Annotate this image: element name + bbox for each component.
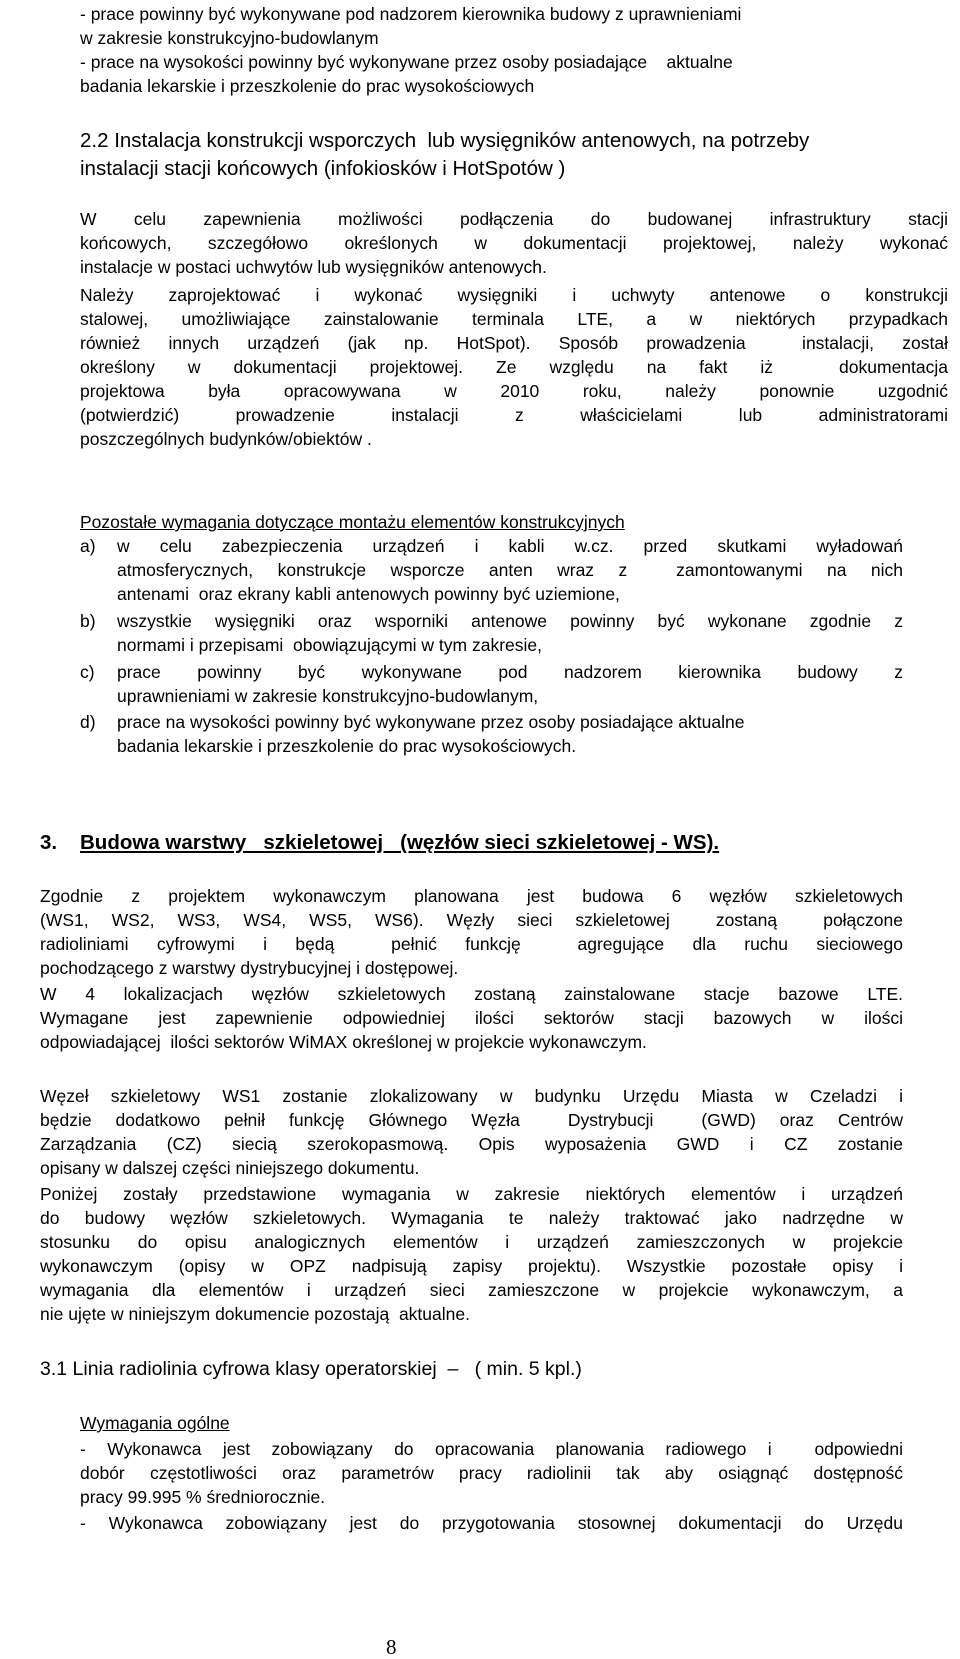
paragraph-line: wymagania dla elementów i urządzeń sieci zamieszczone w projekcie wykonawczym, a (40, 1280, 903, 1300)
paragraph-line: (WS1, WS2, WS3, WS4, WS5, WS6). Węzły sieci szkieletowej zostaną połączone (40, 910, 903, 930)
list-item-line: atmosferycznych, konstrukcje wsporcze anten wraz z zamontowanymi na nich (117, 560, 903, 580)
paragraph-line: końcowych, szczegółowo określonych w dokumentacji projektowej, należy wykonać (80, 233, 948, 253)
paragraph-line: W 4 lokalizacjach węzłów szkieletowych zostaną zainstalowane stacje bazowe LTE. (40, 984, 903, 1004)
paragraph-line: do budowy węzłów szkieletowych. Wymagania te należy traktować jako nadrzędne w (40, 1208, 903, 1228)
list-marker: d) (80, 712, 96, 732)
page-number: 8 (386, 1635, 397, 1659)
paragraph-line: Poniżej zostały przedstawione wymagania w zakresie niektórych elementów i urządzeń (40, 1184, 903, 1204)
list-item-line: prace powinny być wykonywane pod nadzorem kierownika budowy z (117, 662, 903, 682)
paragraph-line: pochodzącego z warstwy dystrybucyjnej i dostępowej. (40, 958, 459, 978)
paragraph-line: Wymagane jest zapewnienie odpowiedniej ilości sektorów stacji bazowych w ilości (40, 1008, 903, 1028)
list-item-line: prace na wysokości powinny być wykonywane przez osoby posiadające aktualne (117, 712, 745, 732)
section-heading: 2.2 Instalacja konstrukcji wsporczych lub wysięgników antenowych, na potrzeby (80, 129, 810, 152)
paragraph-line: wykonawczym (opisy w OPZ nadpisują zapisy projektu). Wszystkie pozostałe opisy i (40, 1256, 903, 1276)
paragraph-line: określony w dokumentacji projektowej. Ze względu na fakt iż dokumentacja (80, 357, 948, 377)
paragraph-line: stalowej, umożliwiające zainstalowanie terminala LTE, a w niektórych przypadkach (80, 309, 948, 329)
text-line: - prace na wysokości powinny być wykonywane przez osoby posiadające aktualne (80, 52, 733, 72)
subsection-title: Pozostałe wymagania dotyczące montażu elementów konstrukcyjnych (80, 512, 625, 532)
list-item-line: antenami oraz ekrany kabli antenowych powinny być uziemione, (117, 584, 620, 604)
list-item-line: w celu zabezpieczenia urządzeń i kabli w.cz. przed skutkami wyładowań (117, 536, 903, 556)
list-item-line: uprawnieniami w zakresie konstrukcyjno-budowlanym, (117, 686, 539, 706)
paragraph-line: (potwierdzić) prowadzenie instalacji z właścicielami lub administratorami (80, 405, 948, 425)
paragraph-line: Zgodnie z projektem wykonawczym planowana jest budowa 6 węzłów szkieletowych (40, 886, 903, 906)
paragraph-line: W celu zapewnienia możliwości podłączenia do budowanej infrastruktury stacji (80, 209, 948, 229)
section-heading: instalacji stacji końcowych (infokiosków i HotSpotów ) (80, 157, 566, 180)
paragraph-line: pracy 99.995 % średniorocznie. (80, 1487, 326, 1507)
paragraph-line: również innych urządzeń (jak np. HotSpot). Sposób prowadzenia instalacji, został (80, 333, 948, 353)
paragraph-line: projektowa była opracowywana w 2010 roku, należy ponownie uzgodnić (80, 381, 948, 401)
paragraph-line: - Wykonawca jest zobowiązany do opracowania planowania radiowego i odpowiedni (80, 1439, 903, 1459)
subsection-heading: 3.1 Linia radiolinia cyfrowa klasy operatorskiej – ( min. 5 kpl.) (40, 1358, 582, 1380)
paragraph-line: Zarządzania (CZ) siecią szerokopasmową. Opis wyposażenia GWD i CZ zostanie (40, 1134, 903, 1154)
paragraph-line: będzie dodatkowo pełnił funkcję Głównego Węzła Dystrybucji (GWD) oraz Centrów (40, 1110, 903, 1130)
paragraph-line: radioliniami cyfrowymi i będą pełnić funkcję agregujące dla ruchu sieciowego (40, 934, 903, 954)
paragraph-line: - Wykonawca zobowiązany jest do przygotowania stosownej dokumentacji do Urzędu (80, 1513, 903, 1533)
paragraph-line: dobór częstotliwości oraz parametrów pracy radiolinii tak aby osiągnąć dostępność (80, 1463, 903, 1483)
list-marker: a) (80, 536, 96, 556)
paragraph-line: Należy zaprojektować i wykonać wysięgniki i uchwyty antenowe o konstrukcji (80, 285, 948, 305)
list-item-line: normami i przepisami obowiązującymi w tym zakresie, (117, 635, 542, 655)
chapter-number: 3. (40, 831, 58, 854)
text-line: - prace powinny być wykonywane pod nadzorem kierownika budowy z uprawnieniami (80, 4, 742, 24)
subsection-title: Wymagania ogólne (80, 1413, 230, 1433)
paragraph-line: Węzeł szkieletowy WS1 zostanie zlokalizowany w budynku Urzędu Miasta w Czeladzi i (40, 1086, 903, 1106)
paragraph-line: instalacje w postaci uchwytów lub wysięgników antenowych. (80, 257, 547, 277)
paragraph-line: opisany w dalszej części niniejszego dokumentu. (40, 1158, 420, 1178)
text-line: badania lekarskie i przeszkolenie do prac wysokościowych (80, 76, 535, 96)
paragraph-line: stosunku do opisu analogicznych elementów i urządzeń zamieszczonych w projekcie (40, 1232, 903, 1252)
list-marker: c) (80, 662, 95, 682)
paragraph-line: odpowiadającej ilości sektorów WiMAX określonej w projekcie wykonawczym. (40, 1032, 647, 1052)
text-line: w zakresie konstrukcyjno-budowlanym (80, 28, 379, 48)
list-item-line: badania lekarskie i przeszkolenie do prac wysokościowych. (117, 736, 577, 756)
list-marker: b) (80, 611, 96, 631)
paragraph-line: nie ujęte w niniejszym dokumencie pozostają aktualne. (40, 1304, 470, 1324)
list-item-line: wszystkie wysięgniki oraz wsporniki antenowe powinny być wykonane zgodnie z (117, 611, 903, 631)
paragraph-line: poszczególnych budynków/obiektów . (80, 429, 372, 449)
chapter-title: Budowa warstwy szkieletowej (węzłów sieci szkieletowej - WS). (80, 831, 720, 854)
